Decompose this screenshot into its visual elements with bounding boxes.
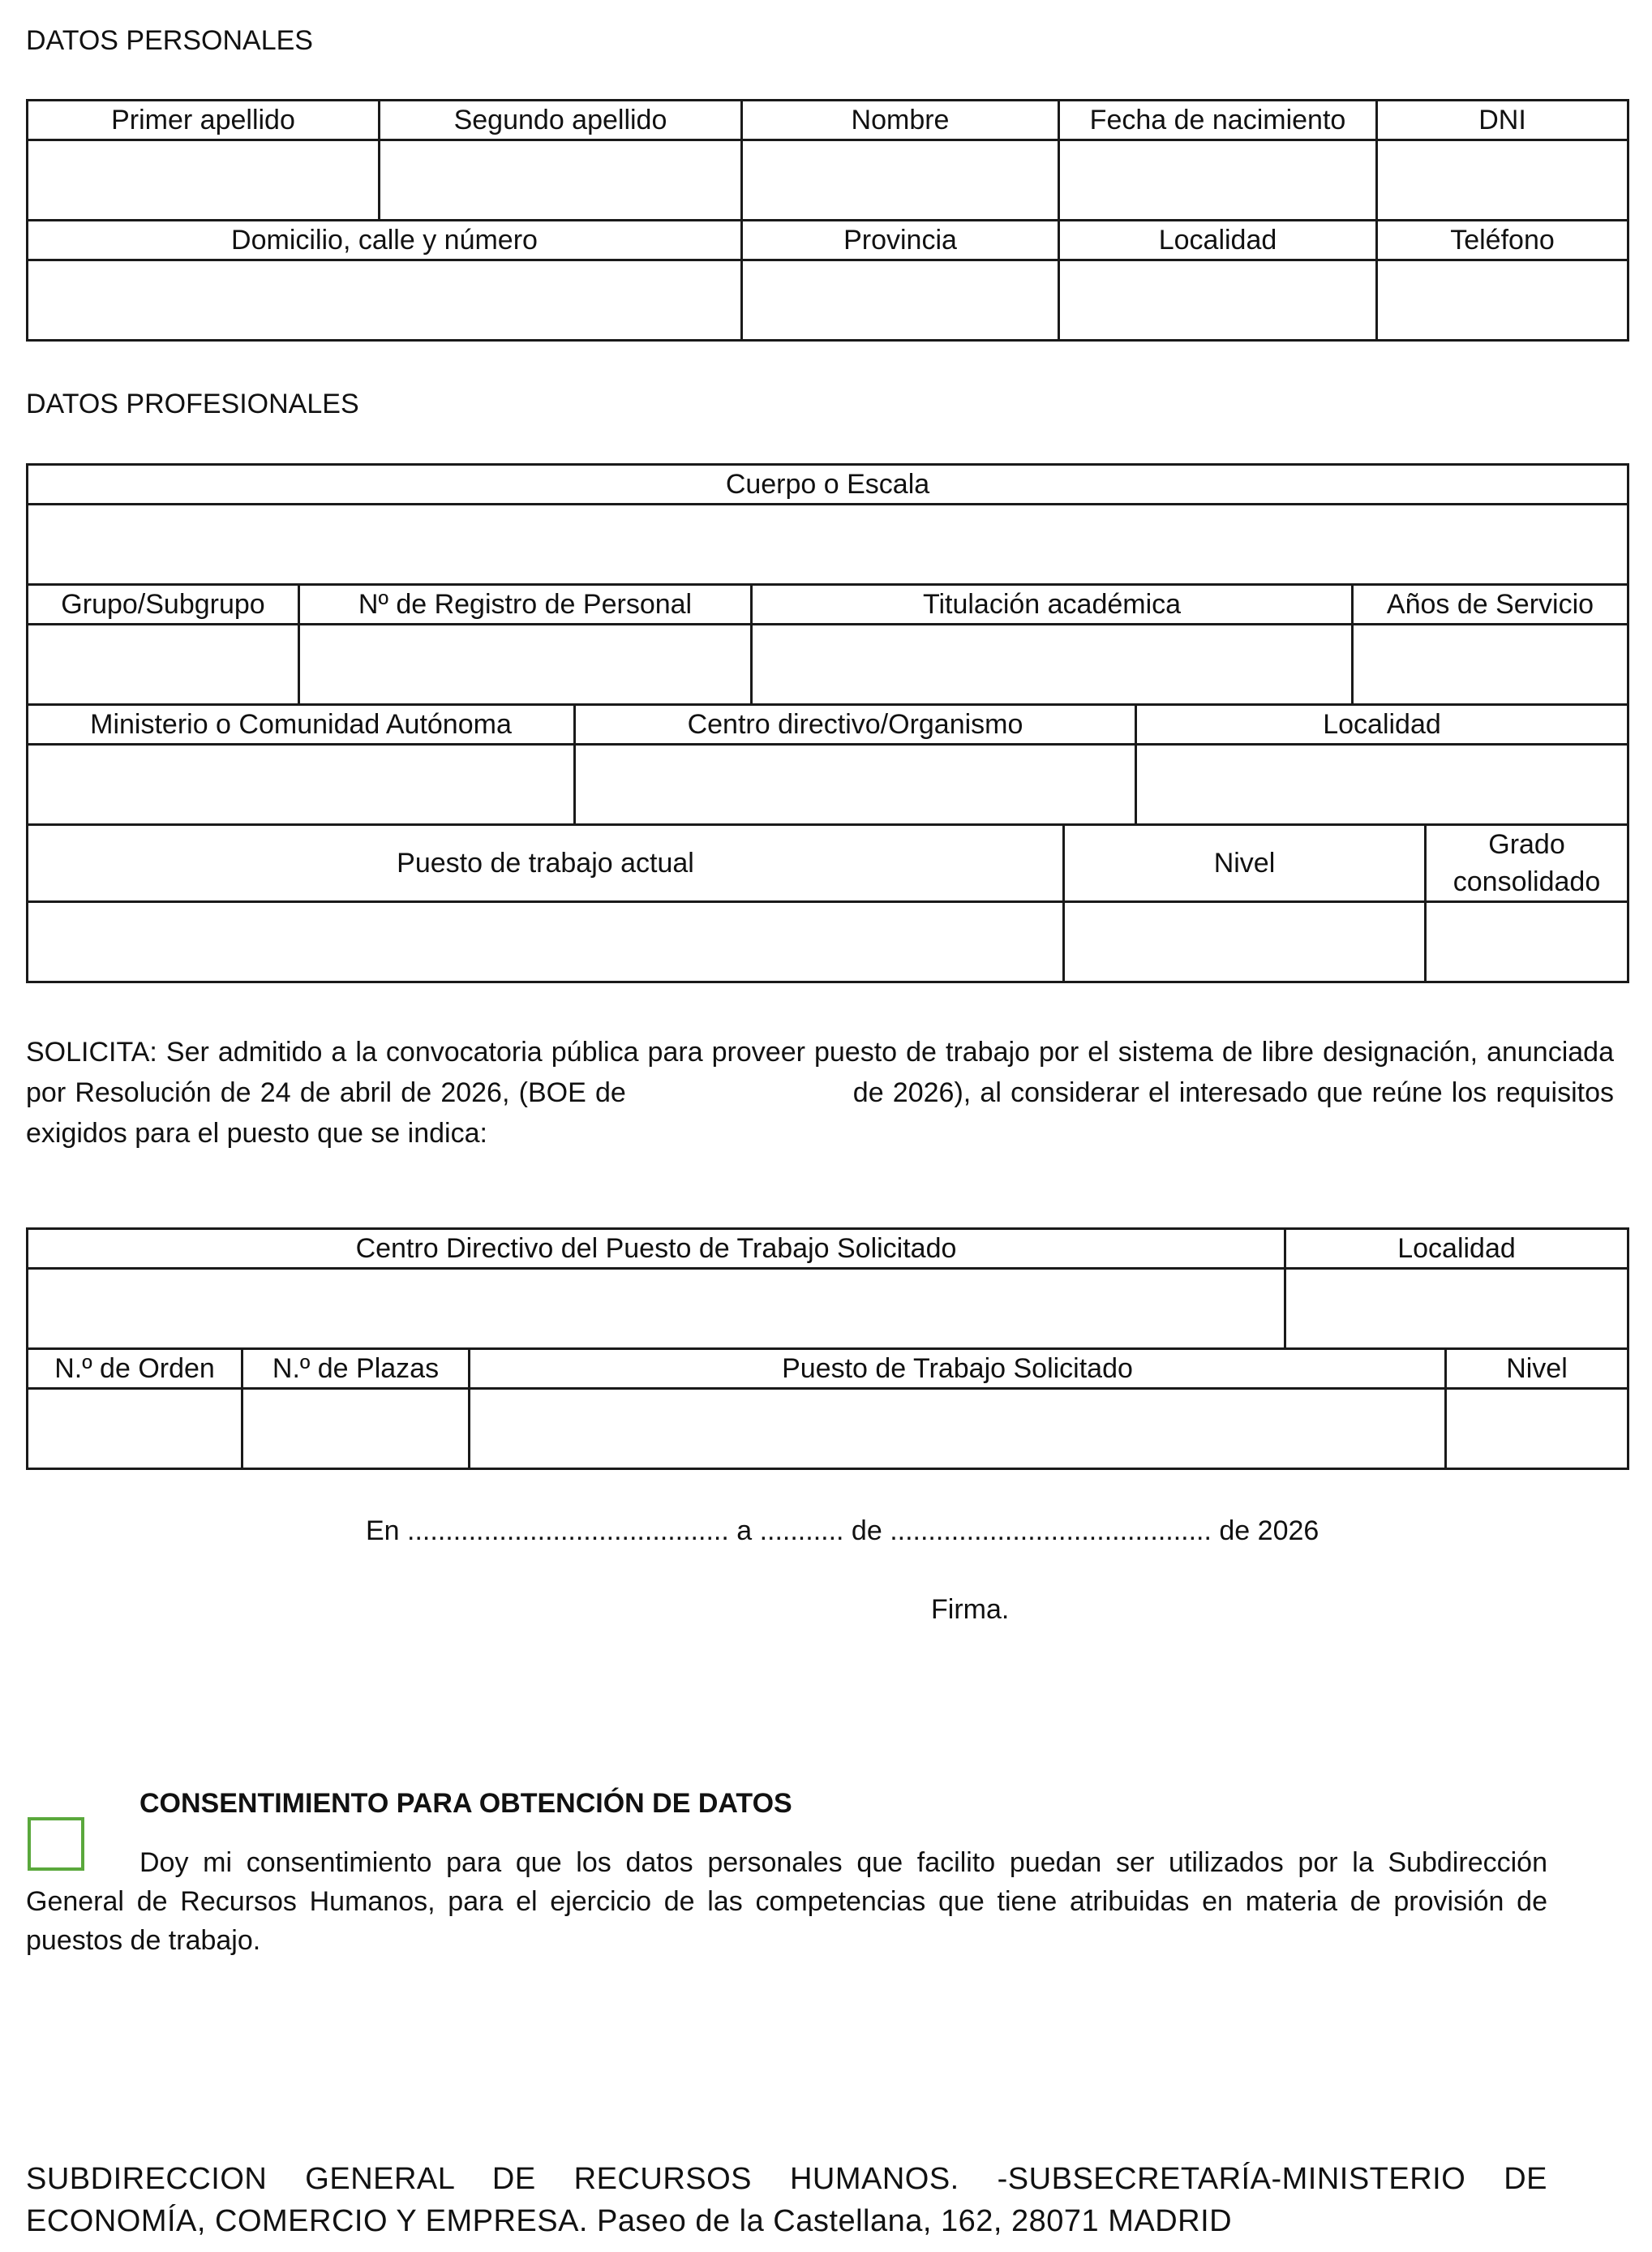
label-nivel-solicitado: Nivel <box>1446 1349 1628 1389</box>
label-localidad-solicitado: Localidad <box>1285 1229 1628 1269</box>
label-ministerio: Ministerio o Comunidad Autónoma <box>28 705 575 745</box>
field-localidad-prof[interactable] <box>1136 745 1628 825</box>
label-nombre: Nombre <box>742 101 1059 140</box>
label-centro-directivo: Centro directivo/Organismo <box>575 705 1136 745</box>
label-provincia: Provincia <box>742 221 1059 260</box>
field-nombre[interactable] <box>742 140 1059 221</box>
personal-data-table <box>26 99 1629 342</box>
label-centro-solicitado: Centro Directivo del Puesto de Trabajo Solicitado <box>28 1229 1285 1269</box>
solicita-text-part1: SOLICITA: Ser admitido a la convocatoria pública para proveer puesto de trabajo por el sistema de libre designación, anunciada por Resolución de 24 de abril de 2026, (BOE de <box>26 1037 1614 1108</box>
field-domicilio[interactable] <box>28 260 742 341</box>
label-registro-personal: Nº de Registro de Personal <box>299 585 752 625</box>
field-anios-servicio[interactable] <box>1353 625 1628 705</box>
solicita-paragraph <box>26 1032 1614 1154</box>
field-registro-personal[interactable] <box>299 625 752 705</box>
field-provincia[interactable] <box>742 260 1059 341</box>
date-line: En .......................................... a ........... de .......................................... de 2026 <box>366 1515 1319 1546</box>
label-dni: DNI <box>1377 101 1628 140</box>
label-cuerpo-escala: Cuerpo o Escala <box>28 465 1628 505</box>
label-titulacion: Titulación académica <box>752 585 1353 625</box>
label-primer-apellido: Primer apellido <box>28 101 380 140</box>
label-nivel: Nivel <box>1064 825 1426 902</box>
label-localidad-prof: Localidad <box>1136 705 1628 745</box>
field-puesto-actual[interactable] <box>28 902 1064 982</box>
field-nivel[interactable] <box>1064 902 1426 982</box>
field-primer-apellido[interactable] <box>28 140 380 221</box>
label-grado-consolidado: Grado consolidado <box>1426 825 1628 902</box>
label-segundo-apellido: Segundo apellido <box>380 101 742 140</box>
label-numero-orden: N.º de Orden <box>28 1349 242 1389</box>
field-telefono[interactable] <box>1377 260 1628 341</box>
solicita-text-part2: de 2026), al considerar el interesado que reúne los requisitos exigidos para el puesto que se indica: <box>26 1077 1614 1149</box>
firma-label: Firma. <box>931 1594 1010 1625</box>
footer-address: SUBDIRECCION GENERAL DE RECURSOS HUMANOS. -SUBSECRETARÍA-MINISTERIO DE ECONOMÍA, COMERCIO Y EMPRESA. Paseo de la Castellana, 162, 28071 MADRID <box>26 2162 1547 2238</box>
field-cuerpo-escala[interactable] <box>28 505 1628 585</box>
field-titulacion[interactable] <box>752 625 1353 705</box>
field-numero-orden[interactable] <box>28 1389 242 1469</box>
label-fecha-nacimiento: Fecha de nacimiento <box>1059 101 1377 140</box>
field-puesto-solicitado[interactable] <box>470 1389 1446 1469</box>
label-anios-servicio: Años de Servicio <box>1353 585 1628 625</box>
field-numero-plazas[interactable] <box>242 1389 470 1469</box>
field-centro-directivo[interactable] <box>575 745 1136 825</box>
personal-heading: DATOS PERSONALES <box>26 25 313 56</box>
label-domicilio: Domicilio, calle y número <box>28 221 742 260</box>
field-centro-solicitado[interactable] <box>28 1269 1285 1349</box>
label-localidad: Localidad <box>1059 221 1377 260</box>
field-fecha-nacimiento[interactable] <box>1059 140 1377 221</box>
field-localidad-solicitado[interactable] <box>1285 1269 1628 1349</box>
label-grupo-subgrupo: Grupo/Subgrupo <box>28 585 299 625</box>
field-dni[interactable] <box>1377 140 1628 221</box>
field-grupo-subgrupo[interactable] <box>28 625 299 705</box>
field-segundo-apellido[interactable] <box>380 140 742 221</box>
professional-data-table <box>26 463 1629 983</box>
label-puesto-actual: Puesto de trabajo actual <box>28 825 1064 902</box>
consent-text: Doy mi consentimiento para que los datos personales que facilito puedan ser utilizados por la Subdirección General de Recursos Humanos, para el ejercicio de las competencias que tiene atribuidas en materia de provisión de puestos de trabajo. <box>26 1847 1547 1956</box>
field-ministerio[interactable] <box>28 745 575 825</box>
field-localidad[interactable] <box>1059 260 1377 341</box>
label-numero-plazas: N.º de Plazas <box>242 1349 470 1389</box>
professional-heading: DATOS PROFESIONALES <box>26 389 359 419</box>
label-telefono: Teléfono <box>1377 221 1628 260</box>
requested-position-table <box>26 1227 1629 1470</box>
consent-title: CONSENTIMIENTO PARA OBTENCIÓN DE DATOS <box>139 1788 792 1819</box>
label-puesto-solicitado: Puesto de Trabajo Solicitado <box>470 1349 1446 1389</box>
field-grado-consolidado[interactable] <box>1426 902 1628 982</box>
field-nivel-solicitado[interactable] <box>1446 1389 1628 1469</box>
